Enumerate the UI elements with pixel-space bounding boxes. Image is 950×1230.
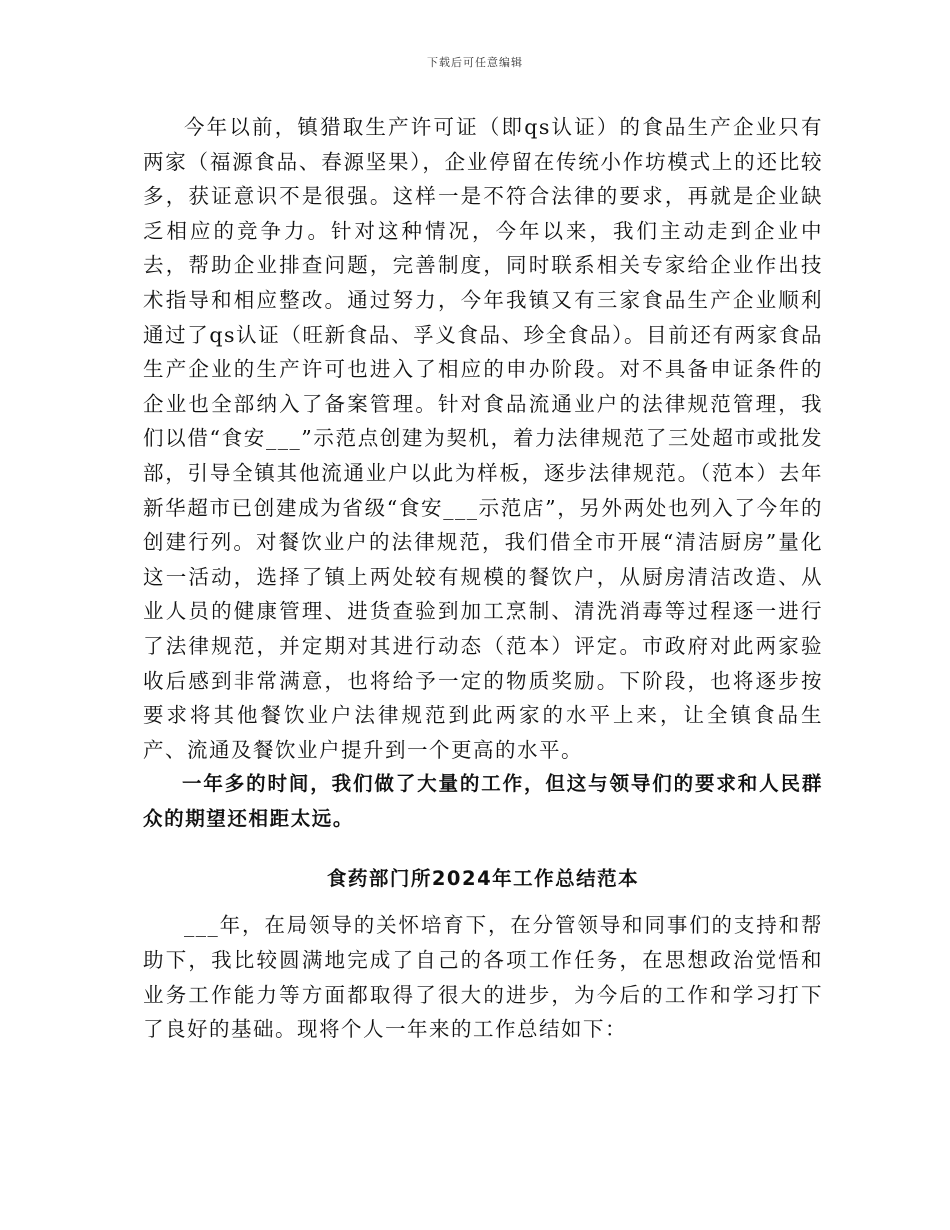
document-body — [143, 110, 823, 1047]
paragraph-summary-conclusion: 一年多的时间，我们做了大量的工作，但这与领导们的要求和人民群众的期望还相距太远。 — [143, 772, 823, 830]
section-title: 食药部门所2024年工作总结范本 — [326, 867, 640, 891]
page-header-caption: 下载后可任意编辑 — [427, 56, 523, 69]
paragraph-food-production-licensing: 今年以前，镇猎取生产许可证（即qs认证）的食品生产企业只有两家（福源食品、春源坚果），企业停留在传统小作坊模式上的还比较多，获证意识不是很强。这样一是不符合法律的要求，再就是企业缺乏相应的竞争力。针对这种情况，今年以来，我们主动走到企业中去，帮助企业排查问题，完善制度，同时联系相关专家给企业作出技术指导和相应整改。通过努力，今年我镇又有三家食品生产企业顺利通过了qs认证（旺新食品、孚义食品、珍全食品）。目前还有两家食品生产企业的生产许可也进入了相应的申办阶段。对不具备申证条件的企业也全部纳入了备案管理。针对食品流通业户的法律规范管理，我们以借“食安___”示范点创建为契机，着力法律规范了三处超市或批发部，引导全镇其他流通业户以此为样板，逐步法律规范。（范本）去年新华超市已创建成为省级“食安___示范店”，另外两处也列入了今年的创建行列。对餐饮业户的法律规范，我们借全市开展“清洁厨房”量化这一活动，选择了镇上两处较有规模的餐饮户，从厨房清洁改造、从业人员的健康管理、进货查验到加工烹制、清洗消毒等过程逐一进行了法律规范，并定期对其进行动态（范本）评定。市政府对此两家验收后感到非常满意，也将给予一定的物质奖励。下阶段，也将逐步按要求将其他餐饮业户法律规范到此两家的水平上来，让全镇食品生产、流通及餐饮业户提升到一个更高的水平。 — [143, 115, 823, 762]
paragraph-annual-work-intro: ___年，在局领导的关怀培育下，在分管领导和同事们的支持和帮助下，我比较圆满地完成了自己的各项工作任务，在思想政治觉悟和业务工作能力等方面都取得了很大的进步，为今后的工作和学习打下了良好的基础。现将个人一年来的工作总结如下： — [143, 913, 823, 1042]
